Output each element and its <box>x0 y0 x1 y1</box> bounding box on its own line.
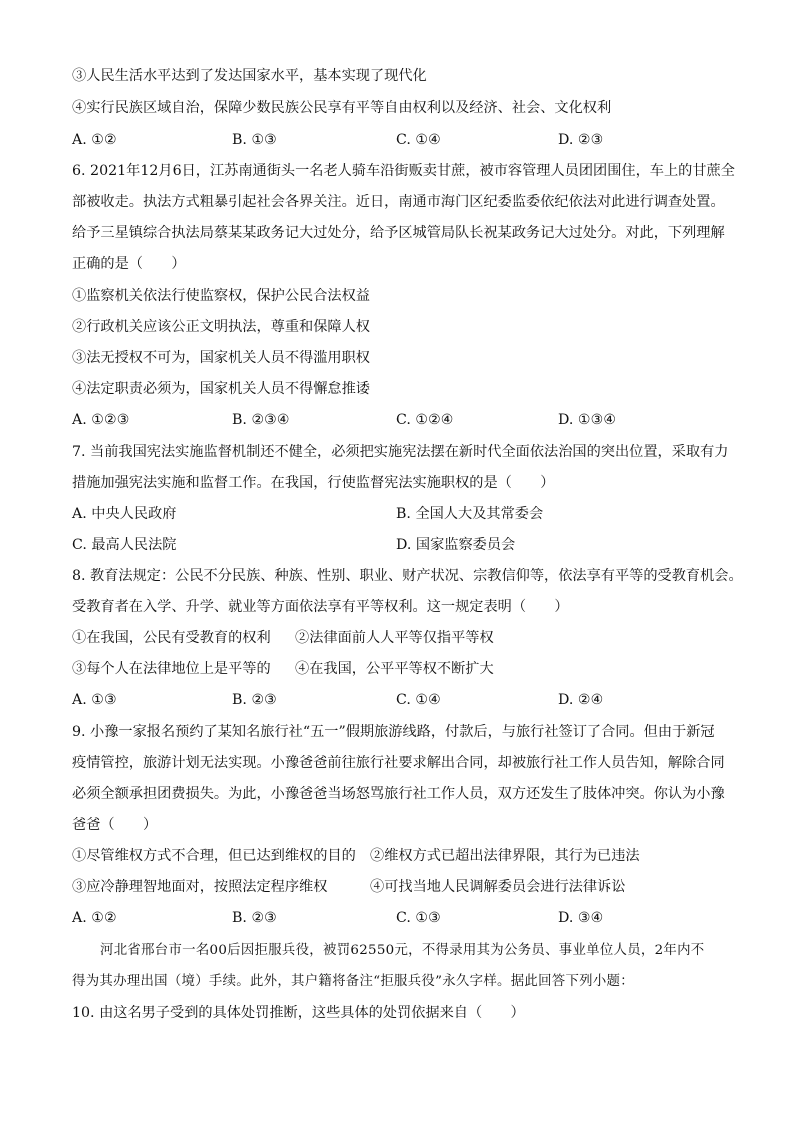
q5-statement-4: ④实行民族区域自治，保障少数民族公民享有平等自由权利以及经济、社会、文化权利 <box>72 100 612 116</box>
q6-stem-line-4: 正确的是（ ） <box>72 256 186 272</box>
q7-stem-line-2: 措施加强宪法实施和监督工作。在我国，行使监督宪法实施职权的是（ ） <box>72 475 555 491</box>
q6-statement-4: ④法定职责必须为，国家机关人员不得懈怠推诿 <box>72 381 370 397</box>
q7-option-d[interactable]: D. 国家监察委员会 <box>396 537 516 553</box>
q5-option-d[interactable]: D. ②③ <box>558 132 604 148</box>
q9-stem-line-4: 爸爸（ ） <box>72 817 158 833</box>
q5-option-c[interactable]: C. ①④ <box>396 132 441 148</box>
q8-option-b[interactable]: B. ②③ <box>232 692 277 708</box>
q8-stem-line-1: 8. 教育法规定：公民不分民族、种族、性别、职业、财产状况、宗教信仰等，依法享有平等的受教育机会。 <box>72 568 743 584</box>
passage-line-1: 河北省邢台市一名00后因拒服兵役，被罚62550元，不得录用其为公务员、事业单位人员，2年内不 <box>100 943 705 958</box>
q7-option-b[interactable]: B. 全国人大及其常委会 <box>396 506 544 522</box>
q5-option-b[interactable]: B. ①③ <box>232 132 277 148</box>
q6-statement-1: ①监察机关依法行使监察权，保护公民合法权益 <box>72 288 370 304</box>
q8-stem-line-2: 受教育者在入学、升学、就业等方面依法享有平等权利。这一规定表明（ ） <box>72 599 569 615</box>
q9-statement-4: ④可找当地人民调解委员会进行法律诉讼 <box>370 879 626 895</box>
q6-option-c[interactable]: C. ①②④ <box>396 412 454 428</box>
q9-option-d[interactable]: D. ③④ <box>558 910 604 926</box>
q8-option-d[interactable]: D. ②④ <box>558 692 604 708</box>
q6-statement-3: ③法无授权不可为，国家机关人员不得滥用职权 <box>72 350 370 366</box>
q9-option-c[interactable]: C. ①③ <box>396 910 441 926</box>
q9-statement-3: ③应冷静理智地面对，按照法定程序维权 <box>72 879 328 895</box>
q9-option-b[interactable]: B. ②③ <box>232 910 277 926</box>
q6-option-b[interactable]: B. ②③④ <box>232 412 290 428</box>
q6-stem-line-3: 给予三星镇综合执法局蔡某某政务记大过处分，给予区城管局队长祝某政务记大过处分。对此，下列理解 <box>72 225 725 241</box>
q6-stem-line-1: 6. 2021年12月6日，江苏南通街头一名老人骑车沿街贩卖甘蔗，被市容管理人员团团围住，车上的甘蔗全 <box>72 163 735 179</box>
q8-statement-4: ④在我国，公平平等权不断扩大 <box>295 661 494 677</box>
q6-option-d[interactable]: D. ①③④ <box>558 412 617 428</box>
q8-statement-1: ①在我国，公民有受教育的权利 <box>72 630 271 646</box>
q8-option-c[interactable]: C. ①④ <box>396 692 441 708</box>
q7-option-a[interactable]: A. 中央人民政府 <box>72 506 177 522</box>
q9-statement-1: ①尽管维权方式不合理，但已达到维权的目的 <box>72 848 356 864</box>
q9-stem-line-3: 必须全额承担团费损失。为此，小豫爸爸当场怒骂旅行社工作人员，双方还发生了肢体冲突。你认为小豫 <box>72 786 725 802</box>
passage-line-2: 得为其办理出国（境）手续。此外，其户籍将备注“拒服兵役”永久字样。据此回答下列小题： <box>72 974 634 989</box>
q8-option-a[interactable]: A. ①③ <box>72 692 117 708</box>
q8-statement-3: ③每个人在法律地位上是平等的 <box>72 661 271 677</box>
q6-option-a[interactable]: A. ①②③ <box>72 412 130 428</box>
q9-stem-line-1: 9. 小豫一家报名预约了某知名旅行社“五一”假期旅游线路，付款后，与旅行社签订了合同。但由于新冠 <box>72 724 715 740</box>
q10-stem: 10. 由这名男子受到的具体处罚推断，这些具体的处罚依据来自（ ） <box>72 1005 525 1021</box>
q6-statement-2: ②行政机关应该公正文明执法，尊重和保障人权 <box>72 319 370 335</box>
q7-option-c[interactable]: C. 最高人民法院 <box>72 537 177 553</box>
q9-option-a[interactable]: A. ①② <box>72 910 117 926</box>
q9-stem-line-2: 疫情管控，旅游计划无法实现。小豫爸爸前往旅行社要求解出合同，却被旅行社工作人员告知，解除合同 <box>72 755 725 771</box>
q9-statement-2: ②维权方式已超出法律界限，其行为已违法 <box>370 848 640 864</box>
q7-stem-line-1: 7. 当前我国宪法实施监督机制还不健全，必须把实施宪法摆在新时代全面依法治国的突出位置，采取有力 <box>72 444 729 460</box>
q5-statement-3: ③人民生活水平达到了发达国家水平，基本实现了现代化 <box>72 68 427 84</box>
q5-option-a[interactable]: A. ①② <box>72 132 117 148</box>
q6-stem-line-2: 部被收走。执法方式粗暴引起社会各界关注。近日，南通市海门区纪委监委依纪依法对此进行调查处置。 <box>72 194 725 210</box>
q8-statement-2: ②法律面前人人平等仅指平等权 <box>295 630 494 646</box>
